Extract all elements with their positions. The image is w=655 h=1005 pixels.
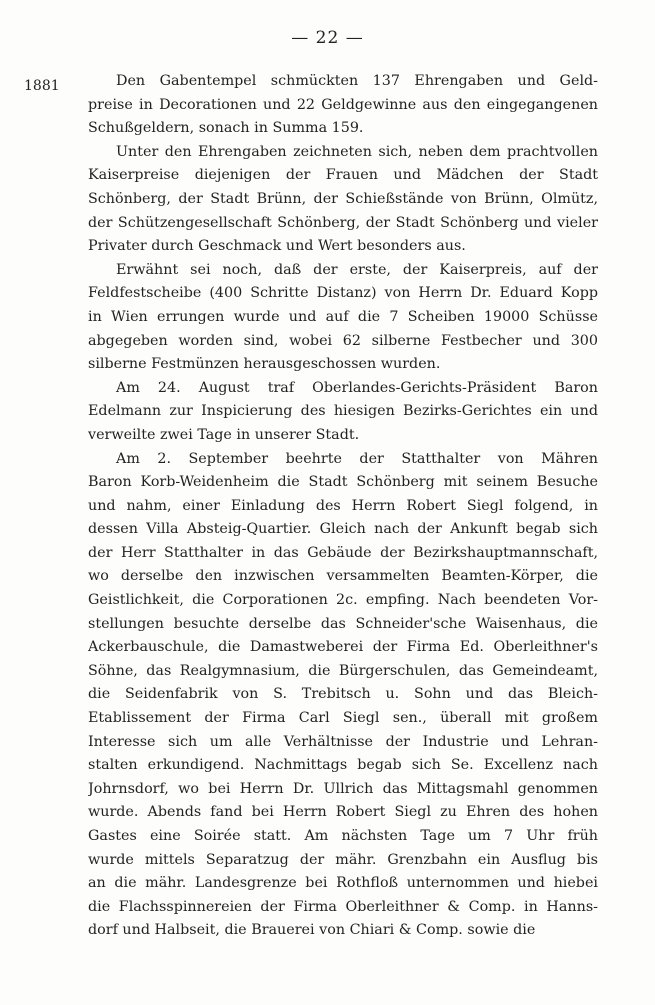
- paragraph-line: Interesse sich um alle Verhältnisse der Industrie und Lehran-: [88, 733, 598, 750]
- paragraph-line: und nahm, einer Einladung des Herrn Robert Siegl folgend, in: [88, 497, 598, 514]
- paragraph-line: silberne Festmünzen herausgeschossen wurden.: [88, 356, 441, 373]
- paragraph-line: der Schützengesellschaft Schönberg, der Stadt Schönberg und vieler: [88, 214, 598, 231]
- paragraph-line: wo derselbe den inzwischen versammelten Beamten-Körper, die: [88, 568, 598, 585]
- paragraph-line: Edelmann zur Inspicierung des hiesigen Bezirks-Gerichtes ein und: [88, 403, 598, 420]
- paragraph-line: Gastes eine Soirée statt. Am nächsten Tage um 7 Uhr früh: [88, 828, 598, 844]
- page-number: — 22 —: [291, 28, 364, 48]
- paragraph-line: wurde mittels Separatzug der mähr. Grenzbahn ein Ausflug bis: [88, 851, 598, 868]
- paragraph-line: Baron Korb-Weidenheim die Stadt Schönberg mit seinem Besuche: [88, 474, 598, 491]
- paragraph-line: Söhne, das Realgymnasium, die Bürgerschulen, das Gemeindeamt,: [88, 662, 598, 679]
- paragraph-line: Feldfestscheibe (400 Schritte Distanz) von Herrn Dr. Eduard Kopp: [88, 285, 598, 302]
- paragraph-line: Privater durch Geschmack und Wert besonders aus.: [88, 238, 466, 255]
- paragraph-line: stellungen besuchte derselbe das Schneider'sche Waisenhaus, die: [88, 615, 598, 632]
- paragraph-line: der Herr Statthalter in das Gebäude der Bezirkshauptmannschaft,: [88, 544, 598, 561]
- paragraph-line: Ackerbauschule, die Damastweberei der Firma Ed. Oberleithner's: [88, 639, 598, 656]
- paragraph-line: stalten erkundigend. Nachmittags begab sich Se. Excellenz nach: [88, 757, 598, 774]
- paragraph-line: Kaiserpreise diejenigen der Frauen und Mädchen der Stadt: [88, 167, 598, 184]
- paragraph-line: Erwähnt sei noch, daß der erste, der Kaiserpreis, auf der: [116, 261, 598, 278]
- paragraph-line: dorf und Halbseit, die Brauerei von Chiari & Comp. sowie die: [88, 922, 536, 939]
- paragraph-line: Am 24. August traf Oberlandes-Gerichts-Präsident Baron: [116, 379, 598, 396]
- paragraph-line: die Flachsspinnereien der Firma Oberleithner & Comp. in Hanns-: [88, 898, 598, 915]
- paragraph-line: Den Gabentempel schmückten 137 Ehrengaben und Geld-: [116, 73, 598, 89]
- paragraph-line: die Seidenfabrik von S. Trebitsch u. Sohn und das Bleich-: [88, 686, 598, 703]
- paragraph-line: dessen Villa Absteig-Quartier. Gleich nach der Ankunft begab sich: [88, 521, 598, 538]
- paragraph-line: preise in Decorationen und 22 Geldgewinne aus den eingegangenen: [88, 96, 598, 113]
- paragraph-line: abgegeben worden sind, wobei 62 silberne Festbecher und 300: [88, 332, 598, 349]
- paragraph-line: an die mähr. Landesgrenze bei Rothfloß unternommen und hiebei: [88, 875, 598, 892]
- margin-year-note: 1881: [24, 78, 60, 94]
- paragraph-line: in Wien errungen wurde und auf die 7 Scheiben 19000 Schüsse: [88, 308, 598, 325]
- paragraph-line: Geistlichkeit, die Corporationen 2c. empfing. Nach beendeten Vor-: [88, 592, 598, 609]
- paragraph-line: verweilte zwei Tage in unserer Stadt.: [88, 426, 360, 443]
- paragraph-line: Am 2. September beehrte der Statthalter von Mähren: [116, 450, 598, 467]
- paragraph-line: Schußgeldern, sonach in Summa 159.: [88, 120, 364, 137]
- paragraph-line: Schönberg, der Stadt Brünn, der Schießstände von Brünn, Olmütz,: [88, 190, 598, 207]
- paragraph-line: Johrnsdorf, wo bei Herrn Dr. Ullrich das Mittagsmahl genommen: [88, 780, 598, 797]
- paragraph-line: Unter den Ehrengaben zeichneten sich, neben dem prachtvollen: [116, 143, 598, 160]
- paragraph-line: wurde. Abends fand bei Herrn Robert Siegl zu Ehren des hohen: [88, 804, 598, 821]
- paragraph-line: Etablissement der Firma Carl Siegl sen., überall mit großem: [88, 710, 598, 727]
- body-text: [88, 70, 598, 943]
